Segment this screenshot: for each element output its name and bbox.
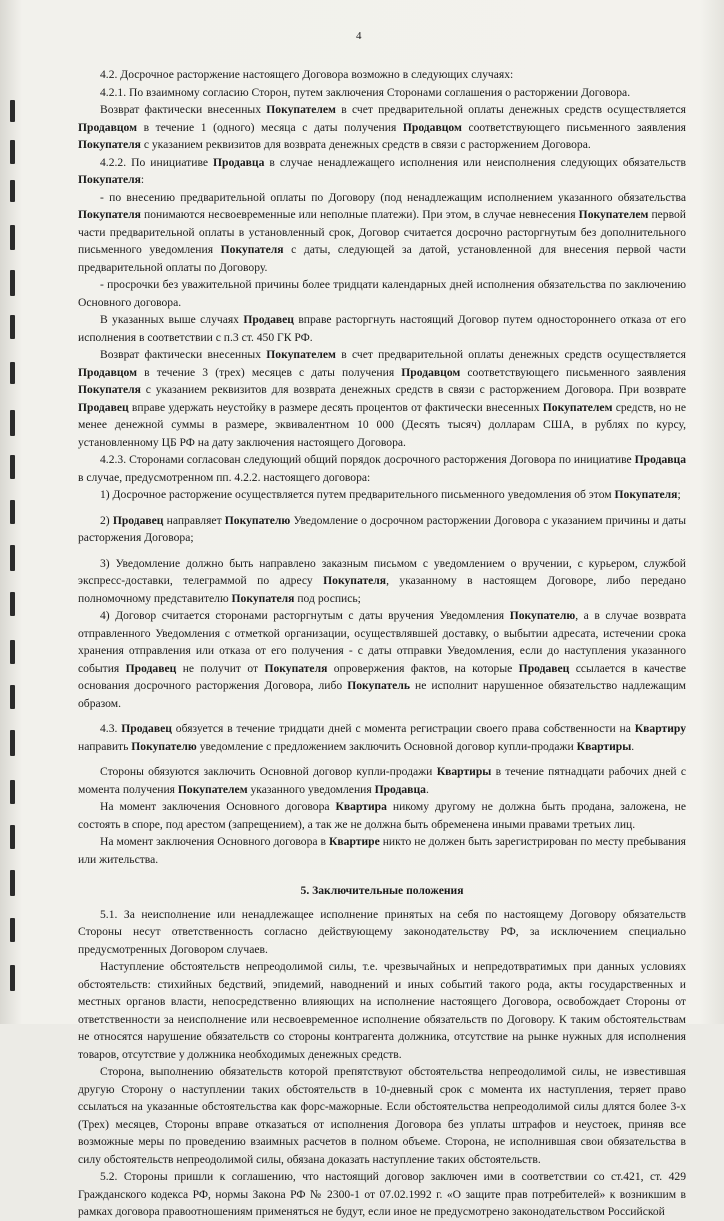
paragraph: Возврат фактически внесенных Покупателем в счет предварительной оплаты денежных средств осуществляется Продавцом в течение 3 (трех) месяцев с даты получения Продавцом соответствующего письменного заявления Покупателя с указанием реквизитов для возврата денежных средств в связи с расторжением Договора. При возврате Продавец вправе удержать неустойку в размере десять процентов от фактически внесенных Покупателем средств, но не менее денежной суммы в размере, эквивалентном 10 000 (Десять тысяч) долларам США, в рублях по курсу, установленному ЦБ РФ на дату заключения настоящего Договора.	[78, 348, 687, 449]
page-number: 4	[356, 30, 362, 42]
paragraph: 1) Досрочное расторжение осуществляется путем предварительного письменного уведомления об этом Покупателя;	[100, 488, 681, 501]
paragraph: 4.2. Досрочное расторжение настоящего Договора возможно в следующих случаях:	[100, 68, 514, 81]
paragraph: 4.3. Продавец обязуется в течение тридцати дней с момента регистрации своего права собственности на Квартиру направить Покупателю уведомление с предложением заключить Основной договор купли-продажи Квартиры.	[78, 722, 686, 753]
paragraph: Возврат фактически внесенных Покупателем в счет предварительной оплаты денежных средств осуществляется Продавцом в течение 1 (одного) месяца с даты получения Продавцом соответствующего письменного заявления Покупателя с указанием реквизитов для возврата денежных средств в связи с расторжением Договора.	[78, 103, 686, 151]
scan-binding-marks	[10, 80, 16, 1010]
paragraph: - по внесению предварительной оплаты по Договору (под ненадлежащим исполнением указанного обязательства Покупателя понимаются несвоевременные или неполные платежи). При этом, в случае невнесения Покупателем первой части предварительной оплаты в установленный срок, Договор считается досрочно расторгнутым без дополнительного письменного уведомления Покупателя с даты, следующей за датой, установленной для внесения первой части предварительной оплаты по Договору.	[78, 190, 686, 274]
paragraph: - просрочки без уважительной причины более тридцати календарных дней исполнения обязательства по заключению Основного договора.	[78, 278, 686, 309]
paragraph: Наступление обстоятельств непреодолимой силы, т.е. чрезвычайных и непредотвратимых при данных условиях обстоятельств: стихийных бедствий, эпидемий, наводнений и иных событий такого рода, акты государственных и местных органов власти, непосредственно влияющих на исполнение настоящего Договора, освобождает Стороны от ответственности за неисполнение или несвоевременное исполнение обязательств по Договору. К таким обстоятельствам не относятся нарушение обязательств со стороны контрагента должника, отсутствие на рынке нужных для исполнения товаров, отсутствие у должника необходимых денежных средств.	[78, 960, 686, 1061]
section-heading: 5. Заключительные положения	[300, 884, 464, 897]
paragraph: 3) Уведомление должно быть направлено заказным письмом с уведомлением о вручении, с курьером, службой экспресс-доставки, телеграммой по адресу Покупателя, указанному в настоящем Договоре, либо передано полномочному представителю Покупателя под роспись;	[78, 556, 686, 605]
paragraph: 4.2.1. По взаимному согласию Сторон, путем заключения Сторонами соглашения о расторжении Договора.	[100, 85, 631, 99]
paragraph: 5.2. Стороны пришли к соглашению, что настоящий договор заключен ими в соответствии со ст.421, ст. 429 Гражданского кодекса РФ, нормы Закона РФ № 2300-1 от 07.02.1992 г. «О защите прав потребителей» к возникшим в рамках договора правоотношениям применяться не будут, если иное не предусмотрено законодательством Российской	[78, 1170, 686, 1218]
document-body	[78, 66, 686, 1221]
paragraph: 5.1. За неисполнение или ненадлежащее исполнение принятых на себя по настоящему Договору обязательств Стороны несут ответственность согласно действующему законодательству РФ, за исключением специально предусмотренных Договором случаев.	[78, 907, 686, 956]
paragraph: 4) Договор считается сторонами расторгнутым с даты вручения Уведомления Покупателю, а в случае возврата отправленного Уведомления с отметкой организации, осуществлявшей доставку, о выбытии адресата, истечении срока хранения отправления или отказа от его получения - с даты отправки Уведомления, если до наступления указанного события Продавец не получит от Покупателя опровержения фактов, на которые Продавец ссылается в качестве основания досрочного расторжения Договора, либо Покупатель не исполнит нарушенное обязательство надлежащим образом.	[78, 609, 686, 710]
paragraph: Сторона, выполнению обязательств которой препятствуют обстоятельства непреодолимой силы, не известившая другую Сторону о наступлении таких обстоятельств в 10-дневный срок с момента их наступления, теряет право ссылаться на указанные обстоятельства как форс-мажорные. Если обстоятельства непреодолимой силы длятся более 3-х (Трех) месяцев, Стороны вправе отказаться от исполнения Договора без уплаты штрафов и неустоек, приняв все возможные меры по проведению взаимных расчетов в полном объеме. Сторона, не исполнившая свои обязательства в силу обстоятельств непреодолимой силы, обязана доказать наступление таких обстоятельств.	[78, 1065, 686, 1166]
paragraph: 4.2.2. По инициативе Продавца в случае ненадлежащего исполнения или неисполнения следующих обязательств Покупателя:	[78, 155, 686, 186]
paragraph: 4.2.3. Сторонами согласован следующий общий порядок досрочного расторжения Договора по инициативе Продавца в случае, предусмотренном пп. 4.2.2. настоящего договора:	[78, 453, 686, 484]
paragraph: 2) Продавец направляет Покупателю Уведомление о досрочном расторжении Договора с указанием причины и даты расторжения Договора;	[78, 513, 686, 544]
paragraph: Стороны обязуются заключить Основной договор купли-продажи Квартиры в течение пятнадцати рабочих дней с момента получения Покупателем указанного уведомления Продавца.	[78, 765, 686, 796]
paragraph: На момент заключения Основного договора в Квартире никто не должен быть зарегистрирован по месту пребывания или жительства.	[78, 835, 687, 866]
paragraph: В указанных выше случаях Продавец вправе расторгнуть настоящий Договор путем одностороннего отказа от его исполнения в соответствии с п.3 ст. 450 ГК РФ.	[78, 313, 686, 344]
paragraph: На момент заключения Основного договора Квартира никому другому не должна быть продана, заложена, не состоять в споре, под арестом (запрещением), а так же не должна быть обременена иными правами третьих лиц.	[78, 800, 686, 831]
